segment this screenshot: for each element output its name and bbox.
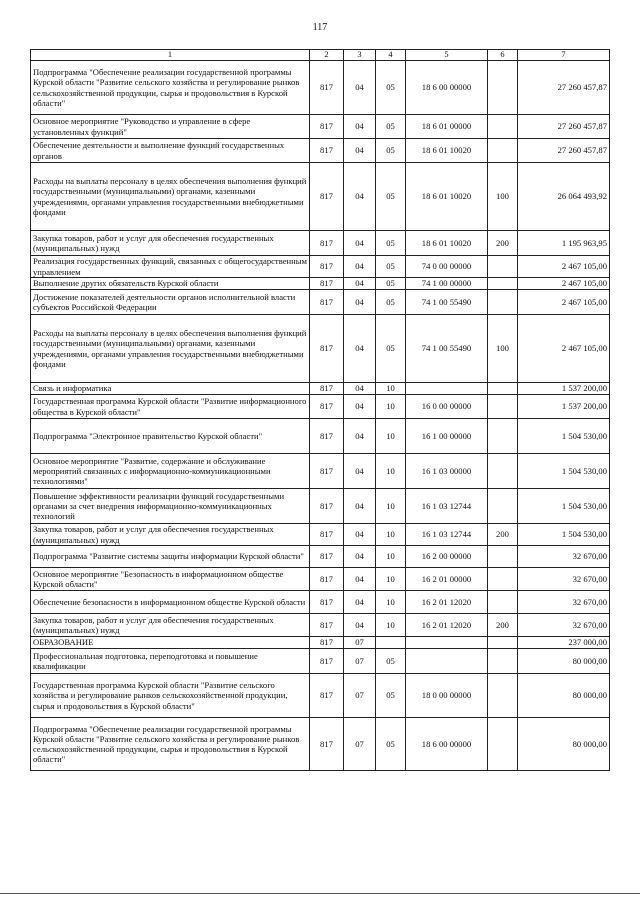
cell-csr: 18 6 01 10020 — [406, 139, 488, 163]
cell-grbs: 817 — [310, 256, 344, 278]
cell-pr: 10 — [376, 614, 406, 637]
cell-vr — [488, 395, 518, 419]
cell-csr: 18 6 01 00000 — [406, 115, 488, 139]
cell-vr — [488, 674, 518, 718]
cell-vr — [488, 568, 518, 591]
cell-rz: 04 — [344, 568, 376, 591]
cell-csr: 16 0 00 00000 — [406, 395, 488, 419]
cell-name: Обеспечение деятельности и выполнение функций государственных органов — [31, 139, 310, 163]
cell-csr: 18 6 01 10020 — [406, 163, 488, 231]
cell-grbs: 817 — [310, 278, 344, 290]
cell-csr: 18 6 00 00000 — [406, 718, 488, 771]
cell-vr: 100 — [488, 315, 518, 383]
cell-name: Основное мероприятие "Безопасность в информационном обществе Курской области" — [31, 568, 310, 591]
table-row — [31, 383, 610, 395]
cell-sum: 1 537 200,00 — [518, 395, 610, 419]
cell-rz: 04 — [344, 278, 376, 290]
table-row — [31, 614, 610, 637]
cell-sum: 32 670,00 — [518, 568, 610, 591]
cell-rz: 04 — [344, 614, 376, 637]
cell-grbs: 817 — [310, 454, 344, 489]
cell-vr — [488, 419, 518, 454]
cell-grbs: 817 — [310, 591, 344, 614]
cell-sum: 27 260 457,87 — [518, 115, 610, 139]
cell-vr: 200 — [488, 524, 518, 546]
cell-sum: 27 260 457,87 — [518, 61, 610, 115]
cell-vr — [488, 718, 518, 771]
cell-sum: 237 000,00 — [518, 637, 610, 649]
cell-grbs: 817 — [310, 163, 344, 231]
cell-csr: 16 2 00 00000 — [406, 546, 488, 568]
cell-rz: 04 — [344, 383, 376, 395]
cell-pr: 05 — [376, 649, 406, 674]
cell-grbs: 817 — [310, 383, 344, 395]
cell-csr: 16 1 03 12744 — [406, 524, 488, 546]
cell-sum: 1 504 530,00 — [518, 454, 610, 489]
cell-sum: 1 504 530,00 — [518, 419, 610, 454]
cell-name: Государственная программа Курской области "Развитие сельского хозяйства и регулирование рынков сельскохозяйственной продукции, сырья и продовольствия в Курской области" — [31, 674, 310, 718]
cell-sum: 1 195 963,95 — [518, 231, 610, 256]
cell-rz: 04 — [344, 489, 376, 524]
table-row — [31, 231, 610, 256]
cell-name: ОБРАЗОВАНИЕ — [31, 637, 310, 649]
cell-csr — [406, 637, 488, 649]
cell-vr — [488, 637, 518, 649]
cell-sum: 2 467 105,00 — [518, 278, 610, 290]
cell-vr: 200 — [488, 614, 518, 637]
cell-rz: 04 — [344, 315, 376, 383]
cell-pr: 05 — [376, 674, 406, 718]
cell-csr: 16 1 03 00000 — [406, 454, 488, 489]
cell-csr: 74 0 00 00000 — [406, 256, 488, 278]
cell-csr: 74 1 00 55490 — [406, 290, 488, 315]
table-row — [31, 524, 610, 546]
cell-grbs: 817 — [310, 395, 344, 419]
cell-csr: 74 1 00 00000 — [406, 278, 488, 290]
column-header: 2 — [310, 50, 344, 61]
column-header: 5 — [406, 50, 488, 61]
cell-vr — [488, 591, 518, 614]
table-row — [31, 591, 610, 614]
cell-rz: 04 — [344, 591, 376, 614]
cell-name: Государственная программа Курской области "Развитие информационного общества в Курской области" — [31, 395, 310, 419]
table-row — [31, 278, 610, 290]
cell-rz: 04 — [344, 290, 376, 315]
cell-pr — [376, 637, 406, 649]
cell-rz: 04 — [344, 454, 376, 489]
cell-grbs: 817 — [310, 614, 344, 637]
table-row — [31, 454, 610, 489]
cell-grbs: 817 — [310, 649, 344, 674]
table-header-row — [31, 50, 610, 61]
cell-name: Закупка товаров, работ и услуг для обеспечения государственных (муниципальных) нужд — [31, 614, 310, 637]
table-row — [31, 290, 610, 315]
cell-csr: 18 6 01 10020 — [406, 231, 488, 256]
column-header: 1 — [31, 50, 310, 61]
table-row — [31, 718, 610, 771]
cell-sum: 27 260 457,87 — [518, 139, 610, 163]
cell-rz: 04 — [344, 524, 376, 546]
cell-sum: 2 467 105,00 — [518, 256, 610, 278]
cell-csr: 16 2 01 12020 — [406, 614, 488, 637]
cell-pr: 05 — [376, 315, 406, 383]
column-header: 7 — [518, 50, 610, 61]
cell-csr — [406, 383, 488, 395]
cell-rz: 04 — [344, 419, 376, 454]
cell-name: Расходы на выплаты персоналу в целях обеспечения выполнения функций государственными (муниципальными) органами, казенными учреждениями, органами управления государственными внебюджетными фондами — [31, 163, 310, 231]
cell-csr — [406, 649, 488, 674]
cell-vr — [488, 278, 518, 290]
cell-csr: 16 1 00 00000 — [406, 419, 488, 454]
cell-rz: 04 — [344, 231, 376, 256]
cell-name: Подпрограмма "Развитие системы защиты информации Курской области" — [31, 546, 310, 568]
page-bottom-rule — [0, 893, 640, 894]
table-row — [31, 489, 610, 524]
cell-sum: 32 670,00 — [518, 591, 610, 614]
cell-rz: 04 — [344, 139, 376, 163]
cell-pr: 10 — [376, 454, 406, 489]
table-row — [31, 163, 610, 231]
table-row — [31, 256, 610, 278]
cell-name: Основное мероприятие "Руководство и управление в сфере установленных функций" — [31, 115, 310, 139]
cell-vr — [488, 489, 518, 524]
cell-grbs: 817 — [310, 637, 344, 649]
table-row — [31, 395, 610, 419]
cell-grbs: 817 — [310, 674, 344, 718]
cell-vr — [488, 61, 518, 115]
cell-sum: 2 467 105,00 — [518, 315, 610, 383]
page-number: 117 — [312, 22, 328, 33]
cell-rz: 07 — [344, 649, 376, 674]
cell-pr: 05 — [376, 718, 406, 771]
table-row — [31, 61, 610, 115]
cell-pr: 10 — [376, 524, 406, 546]
table-row — [31, 139, 610, 163]
cell-pr: 05 — [376, 163, 406, 231]
cell-rz: 07 — [344, 718, 376, 771]
cell-vr — [488, 454, 518, 489]
cell-pr: 05 — [376, 231, 406, 256]
cell-pr: 05 — [376, 139, 406, 163]
cell-sum: 1 504 530,00 — [518, 489, 610, 524]
cell-rz: 04 — [344, 163, 376, 231]
cell-pr: 10 — [376, 419, 406, 454]
cell-csr: 18 0 00 00000 — [406, 674, 488, 718]
cell-sum: 2 467 105,00 — [518, 290, 610, 315]
table-row — [31, 649, 610, 674]
cell-pr: 10 — [376, 568, 406, 591]
cell-rz: 04 — [344, 546, 376, 568]
cell-sum: 80 000,00 — [518, 649, 610, 674]
cell-rz: 07 — [344, 674, 376, 718]
table-row — [31, 546, 610, 568]
cell-sum: 1 504 530,00 — [518, 524, 610, 546]
cell-csr: 16 1 03 12744 — [406, 489, 488, 524]
table-row — [31, 419, 610, 454]
cell-pr: 05 — [376, 115, 406, 139]
cell-name: Достижение показателей деятельности органов исполнительной власти субъектов Российской Федерации — [31, 290, 310, 315]
cell-grbs: 817 — [310, 546, 344, 568]
cell-grbs: 817 — [310, 489, 344, 524]
cell-name: Закупка товаров, работ и услуг для обеспечения государственных (муниципальных) нужд — [31, 524, 310, 546]
cell-csr: 74 1 00 55490 — [406, 315, 488, 383]
cell-pr: 10 — [376, 546, 406, 568]
cell-grbs: 817 — [310, 61, 344, 115]
cell-rz: 04 — [344, 256, 376, 278]
cell-pr: 10 — [376, 591, 406, 614]
cell-rz: 04 — [344, 61, 376, 115]
cell-name: Повышение эффективности реализации функций государственными органами за счет внедрения информационно-коммуникационных технологий — [31, 489, 310, 524]
table-row — [31, 115, 610, 139]
cell-vr — [488, 256, 518, 278]
cell-vr: 100 — [488, 163, 518, 231]
cell-grbs: 817 — [310, 139, 344, 163]
cell-name: Подпрограмма "Обеспечение реализации государственной программы Курской области "Развитие сельского хозяйства и регулирование рынков сельскохозяйственной продукции, сырья и продовольствия в Курской области" — [31, 718, 310, 771]
cell-name: Расходы на выплаты персоналу в целях обеспечения выполнения функций государственными (муниципальными) органами, казенными учреждениями, органами управления государственными внебюджетными фондами — [31, 315, 310, 383]
cell-vr — [488, 290, 518, 315]
cell-pr: 10 — [376, 395, 406, 419]
cell-grbs: 817 — [310, 231, 344, 256]
cell-pr: 10 — [376, 489, 406, 524]
cell-sum: 1 537 200,00 — [518, 383, 610, 395]
cell-sum: 26 064 493,92 — [518, 163, 610, 231]
cell-grbs: 817 — [310, 290, 344, 315]
cell-name: Подпрограмма "Обеспечение реализации государственной программы Курской области "Развитие сельского хозяйства и регулирование рынков сельскохозяйственной продукции, сырья и продовольствия в Курской области" — [31, 61, 310, 115]
column-header: 6 — [488, 50, 518, 61]
cell-sum: 80 000,00 — [518, 718, 610, 771]
cell-vr — [488, 139, 518, 163]
cell-vr — [488, 115, 518, 139]
cell-grbs: 817 — [310, 568, 344, 591]
cell-grbs: 817 — [310, 315, 344, 383]
cell-name: Подпрограмма "Электронное правительство Курской области" — [31, 419, 310, 454]
column-header: 4 — [376, 50, 406, 61]
cell-grbs: 817 — [310, 115, 344, 139]
cell-name: Основное мероприятие "Развитие, содержание и обслуживание мероприятий связанных с информационно-коммуникационными технологиями" — [31, 454, 310, 489]
table-row — [31, 568, 610, 591]
cell-vr — [488, 383, 518, 395]
cell-pr: 05 — [376, 290, 406, 315]
cell-sum: 32 670,00 — [518, 546, 610, 568]
cell-name: Профессиональная подготовка, переподготовка и повышение квалификации — [31, 649, 310, 674]
cell-rz: 04 — [344, 115, 376, 139]
cell-sum: 32 670,00 — [518, 614, 610, 637]
cell-csr: 16 2 01 00000 — [406, 568, 488, 591]
cell-pr: 10 — [376, 383, 406, 395]
cell-grbs: 817 — [310, 524, 344, 546]
cell-grbs: 817 — [310, 419, 344, 454]
cell-name: Закупка товаров, работ и услуг для обеспечения государственных (муниципальных) нужд — [31, 231, 310, 256]
table-row — [31, 315, 610, 383]
cell-pr: 05 — [376, 278, 406, 290]
cell-vr — [488, 649, 518, 674]
table-row — [31, 637, 610, 649]
cell-vr: 200 — [488, 231, 518, 256]
cell-vr — [488, 546, 518, 568]
cell-rz: 07 — [344, 637, 376, 649]
budget-table — [30, 49, 610, 771]
cell-name: Реализация государственных функций, связанных с общегосударственным управлением — [31, 256, 310, 278]
cell-csr: 18 6 00 00000 — [406, 61, 488, 115]
cell-name: Выполнение других обязательств Курской области — [31, 278, 310, 290]
column-header: 3 — [344, 50, 376, 61]
cell-rz: 04 — [344, 395, 376, 419]
cell-csr: 16 2 01 12020 — [406, 591, 488, 614]
cell-sum: 80 000,00 — [518, 674, 610, 718]
cell-name: Связь и информатика — [31, 383, 310, 395]
cell-name: Обеспечение безопасности в информационном обществе Курской области — [31, 591, 310, 614]
cell-pr: 05 — [376, 61, 406, 115]
cell-pr: 05 — [376, 256, 406, 278]
table-row — [31, 674, 610, 718]
cell-grbs: 817 — [310, 718, 344, 771]
